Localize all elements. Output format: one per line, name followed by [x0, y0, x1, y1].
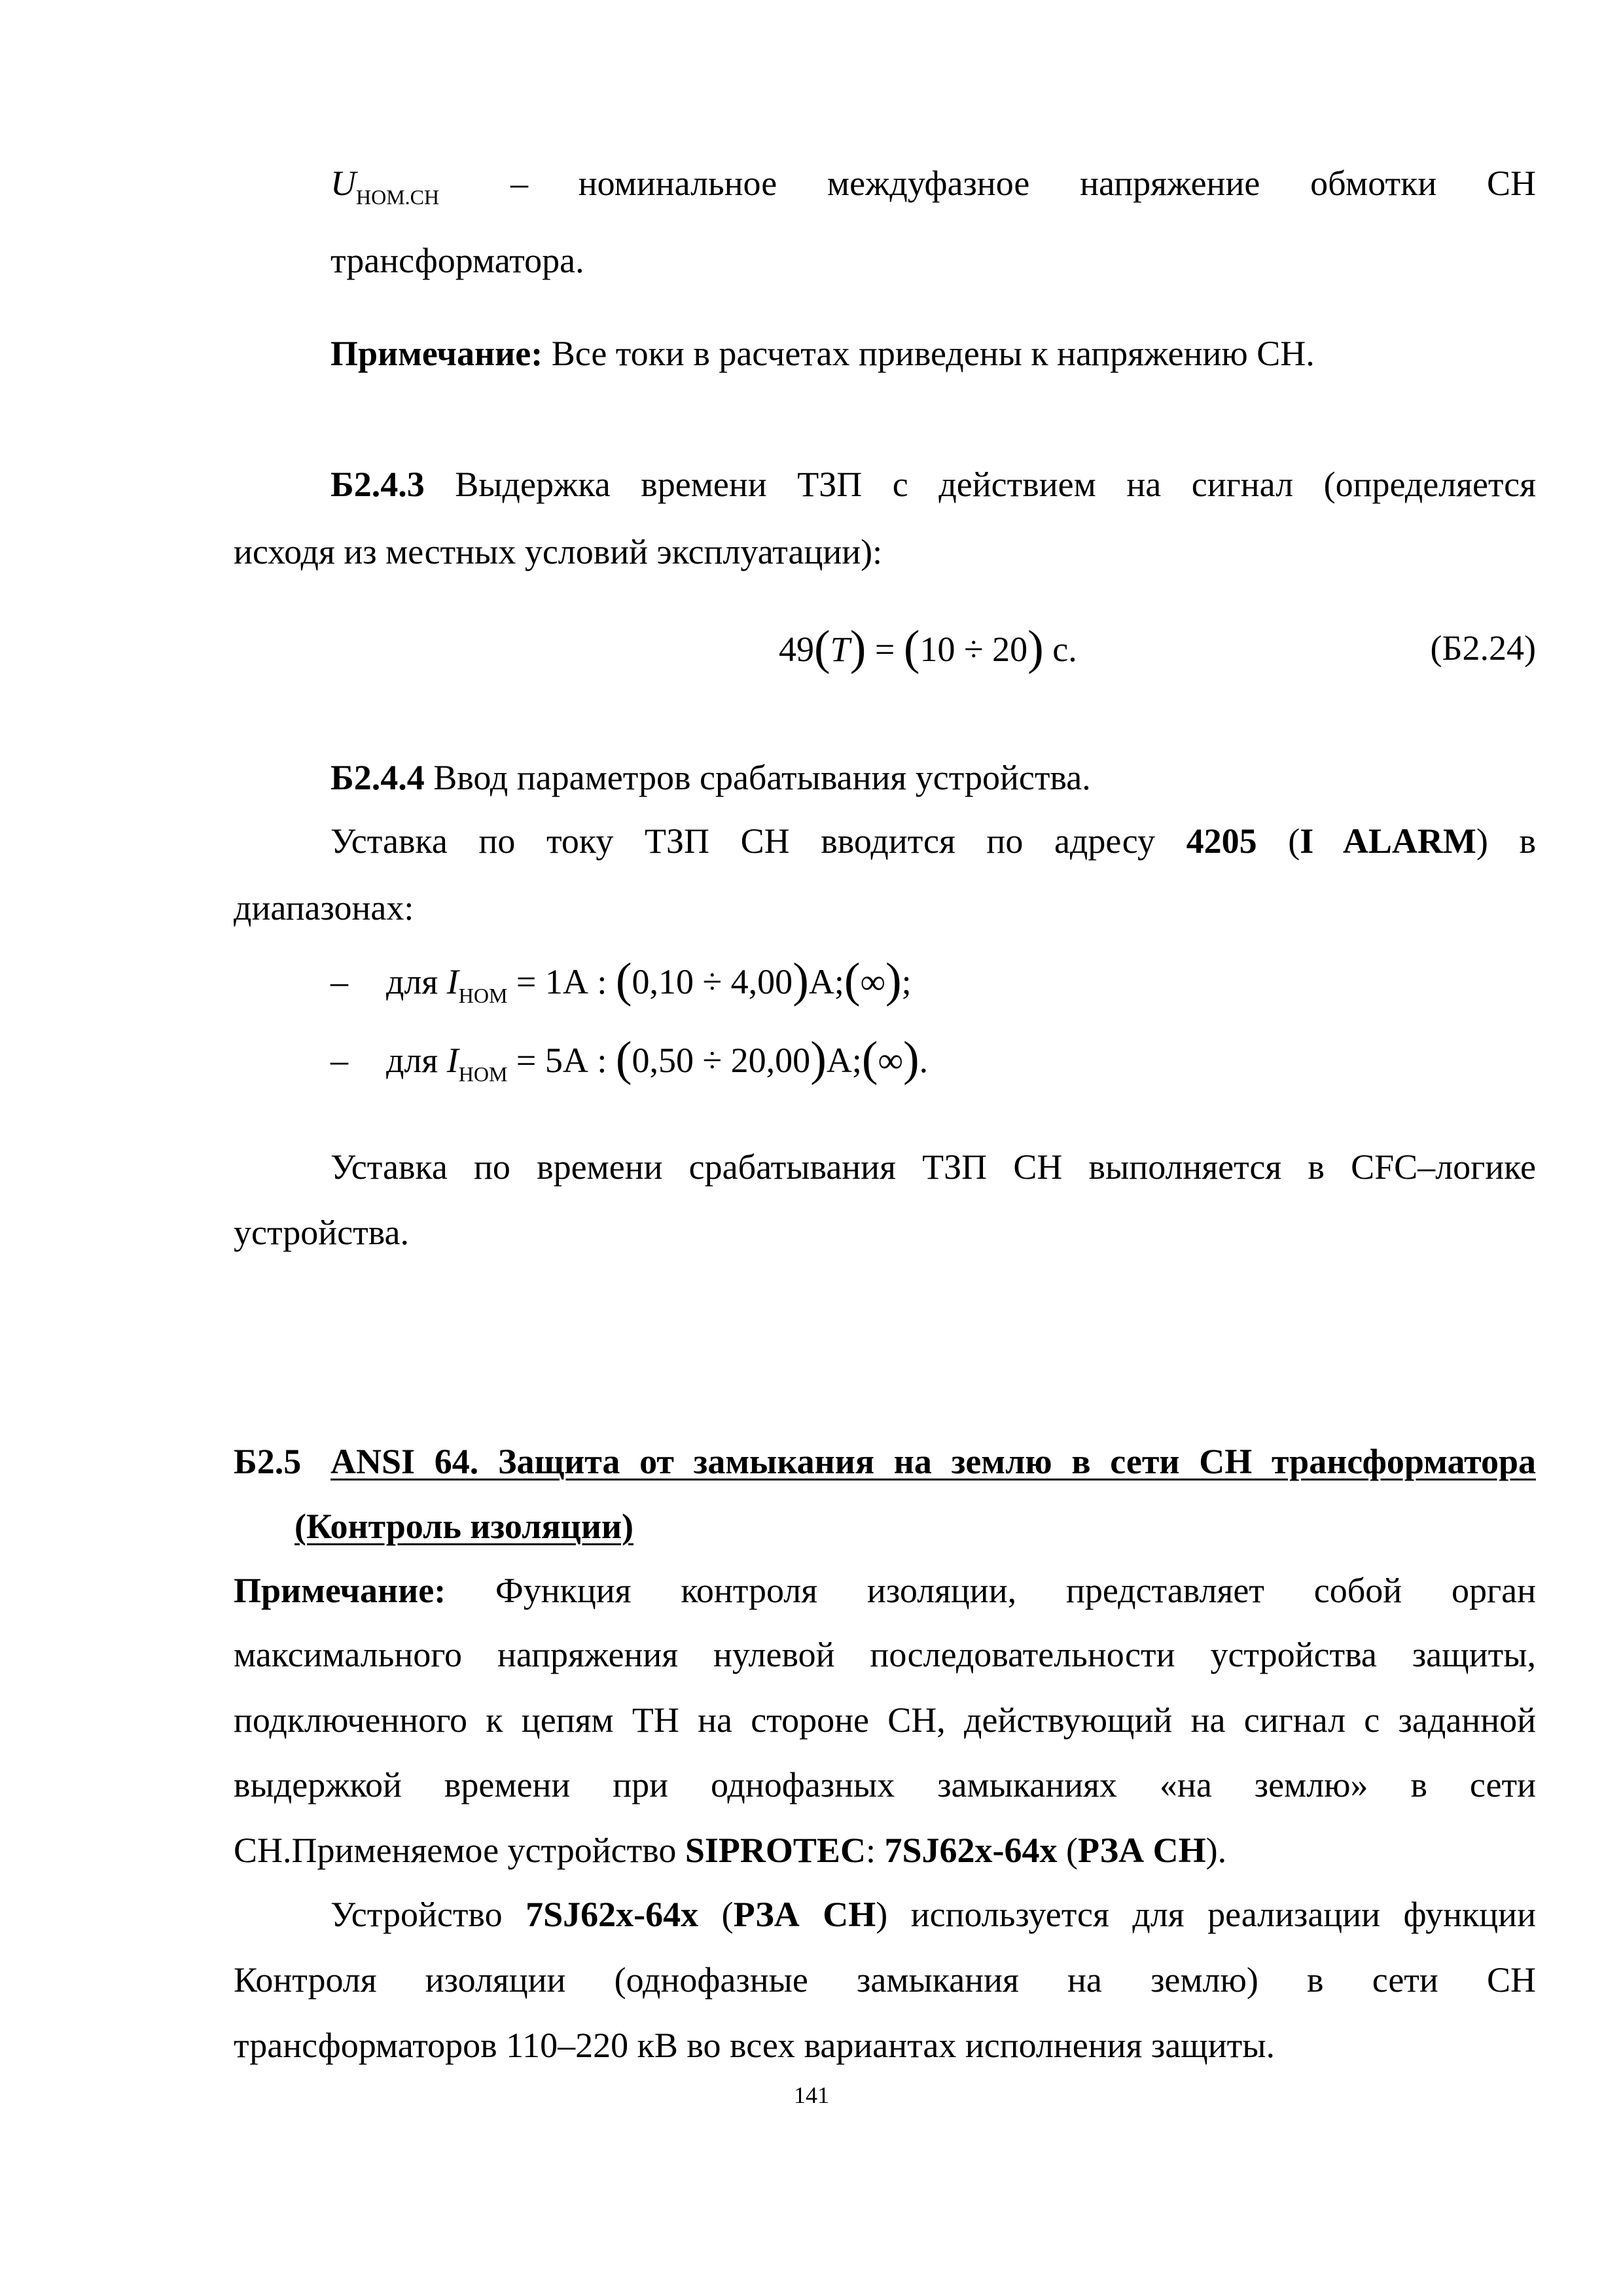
section-number: Б2.5: [234, 1442, 302, 1481]
formula-eq: =: [866, 630, 904, 669]
note-2-line5: [234, 1827, 1226, 1873]
section-title-line2: (Контроль изоляции): [294, 1507, 634, 1546]
device-model: 7SJ62x-64x: [884, 1831, 1058, 1870]
device-text-c: ) используется для реализации функции: [876, 1895, 1536, 1934]
paragraph-b243-line2: исходя из местных условий эксплуатации):: [234, 532, 883, 571]
device-text-a: Устройство: [330, 1895, 526, 1934]
paragraph-b243-line1: [330, 461, 1536, 507]
inf-close: ): [903, 1032, 919, 1086]
setpoint-line2: диапазонах:: [234, 888, 414, 927]
b243-number: Б2.4.3: [330, 465, 425, 504]
setpoint-text: Уставка по току ТЗП СН вводится по адресу: [330, 821, 1186, 861]
formula-range-open: (: [903, 621, 920, 675]
range-eq: = 1А :: [507, 962, 616, 1001]
note-2-colon: :: [865, 1831, 885, 1870]
symbol-subscript: НОМ.СН: [356, 185, 440, 209]
time-setpoint-line2: устройства.: [234, 1213, 409, 1252]
range-open: (: [615, 1032, 632, 1086]
range-close: ): [810, 1032, 827, 1086]
definition-dash: –: [510, 164, 528, 203]
definition-text: номинальное междуфазное напряжение обмотки СН: [578, 164, 1537, 203]
range-sub: НОМ: [458, 984, 508, 1007]
range-values: 0,50 ÷ 20,00: [632, 1041, 811, 1080]
range-inf: ∞: [878, 1041, 903, 1080]
note-2-line2: максимального напряжения нулевой последовательности устройства защиты,: [234, 1635, 1536, 1674]
device-brand: SIPROTEC: [685, 1831, 866, 1870]
formula-paren-close: ): [849, 621, 866, 675]
device-line2: Контроля изоляции (однофазные замыкания на землю) в сети СН: [234, 1960, 1536, 2000]
formula-b224: [779, 622, 1077, 675]
formula-unit: с.: [1043, 630, 1077, 669]
note-2-line3: подключенного к цепям ТН на стороне СН, действующий на сигнал с заданной: [234, 1700, 1536, 1740]
device-rza: РЗА СН: [733, 1895, 876, 1934]
range-var: I: [446, 1041, 459, 1080]
device-rza: РЗА СН: [1077, 1831, 1206, 1870]
range-word: для: [386, 1041, 438, 1080]
range-dash: –: [330, 962, 348, 1001]
range-open: (: [615, 954, 632, 1007]
range-inf: ∞: [860, 962, 885, 1001]
inf-close: ): [885, 954, 902, 1007]
formula-lhs-number: 49: [779, 630, 814, 669]
range-var: I: [446, 962, 459, 1001]
paragraph-b244: [330, 755, 1091, 800]
section-title-line1: ANSI 64. Защита от замыкания на землю в сети СН трансформатора: [330, 1442, 1536, 1481]
range-word: для: [386, 962, 438, 1001]
note-2-line5-text: СН.Применяемое устройство: [234, 1831, 685, 1870]
range-tail: А;: [826, 1041, 862, 1080]
formula-range-close: ): [1027, 621, 1044, 675]
range-item: [330, 954, 912, 1022]
note-2-label: Примечание:: [234, 1571, 446, 1610]
range-item: [330, 1033, 928, 1100]
range-sub: НОМ: [458, 1062, 508, 1086]
time-setpoint-line1: Уставка по времени срабатывания ТЗП СН выполняется в CFC–логике: [330, 1147, 1536, 1187]
definition-text-line1: [510, 160, 1536, 206]
note-2-paren-open: (: [1057, 1831, 1078, 1870]
setpoint-paren-open: (: [1257, 821, 1300, 861]
device-line1: [330, 1892, 1536, 1937]
setpoint-name: I ALARM: [1300, 821, 1476, 861]
formula-lhs-var: T: [830, 630, 850, 669]
note-1: [330, 331, 1315, 376]
note-1-text: Все токи в расчетах приведены к напряжению СН.: [543, 334, 1315, 373]
range-close: ): [793, 954, 809, 1007]
range-dash: –: [330, 1041, 348, 1080]
device-paren-open: (: [698, 1895, 734, 1934]
inf-open: (: [844, 954, 861, 1007]
range-eq: = 5А :: [507, 1041, 616, 1080]
inf-open: (: [861, 1032, 878, 1086]
note-2-line1: [234, 1568, 1536, 1613]
formula-range: 10 ÷ 20: [919, 630, 1028, 669]
b244-number: Б2.4.4: [330, 758, 425, 797]
b243-text: Выдержка времени ТЗП с действием на сигнал (определяется: [424, 465, 1536, 504]
range-values: 0,10 ÷ 4,00: [632, 962, 793, 1001]
device-model: 7SJ62x-64x: [526, 1895, 699, 1934]
note-2-text: Функция контроля изоляции, представляет собой орган: [446, 1571, 1536, 1610]
note-2-paren-close: ).: [1205, 1831, 1227, 1870]
symbol-u: U: [330, 164, 356, 203]
setpoint-address: 4205: [1186, 821, 1257, 861]
page-number: 141: [794, 2082, 829, 2108]
device-line3: трансформаторов 110–220 кВ во всех вариантах исполнения защиты.: [234, 2026, 1275, 2065]
note-2-line4: выдержкой времени при однофазных замыканиях «на землю» в сети: [234, 1765, 1536, 1804]
definition-symbol: [330, 160, 439, 220]
setpoint-line1: [330, 818, 1536, 864]
equation-number: (Б2.24): [1430, 628, 1536, 668]
range-end: .: [919, 1041, 929, 1080]
setpoint-paren-close: ) в: [1476, 821, 1537, 861]
b244-text: Ввод параметров срабатывания устройства.: [424, 758, 1091, 797]
formula-paren-open: (: [814, 621, 830, 675]
range-end: ;: [901, 962, 912, 1001]
note-1-label: Примечание:: [330, 334, 543, 373]
definition-text-line2: трансформатора.: [330, 241, 584, 280]
range-tail: А;: [808, 962, 844, 1001]
